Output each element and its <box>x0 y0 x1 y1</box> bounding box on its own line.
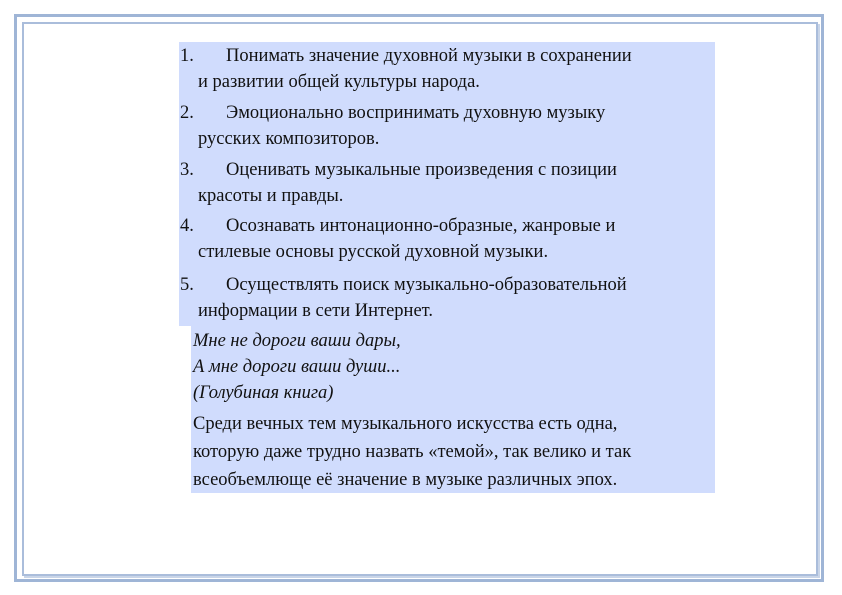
goals-list <box>179 42 715 326</box>
item-number: 3. <box>180 160 194 180</box>
paragraph-line1: Среди вечных тем музыкального искусства есть одна, <box>193 414 618 434</box>
paragraph-line3: всеобъемлюще её значение в музыке различных эпох. <box>193 470 618 490</box>
item-number: 2. <box>180 103 194 123</box>
epigraph-line2: А мне дороги ваши души... <box>193 357 401 377</box>
item-number: 5. <box>180 275 194 295</box>
epigraph-line1: Мне не дороги ваши дары, <box>193 331 401 351</box>
item-text-line1: Эмоционально воспринимать духовную музыку <box>226 103 606 123</box>
item-text-line2: стилевые основы русской духовной музыки. <box>198 242 549 262</box>
item-text-line2: русских композиторов. <box>198 129 380 149</box>
item-number: 1. <box>180 46 194 66</box>
epigraph-source: (Голубиная книга) <box>193 383 334 403</box>
intro-paragraph <box>191 408 715 493</box>
item-text-line2: красоты и правды. <box>198 186 344 206</box>
item-number: 4. <box>180 216 194 236</box>
epigraph <box>191 326 715 408</box>
item-text-line1: Осуществлять поиск музыкально-образовательной <box>226 275 627 295</box>
paragraph-line2: которую даже трудно назвать «темой», так велико и так <box>193 442 632 462</box>
item-text-line1: Осознавать интонационно-образные, жанровые и <box>226 216 616 236</box>
item-text-line1: Понимать значение духовной музыки в сохранении <box>226 46 632 66</box>
item-text-line1: Оценивать музыкальные произведения с позиции <box>226 160 617 180</box>
item-text-line2: и развитии общей культуры народа. <box>198 72 480 92</box>
item-text-line2: информации в сети Интернет. <box>198 301 433 321</box>
